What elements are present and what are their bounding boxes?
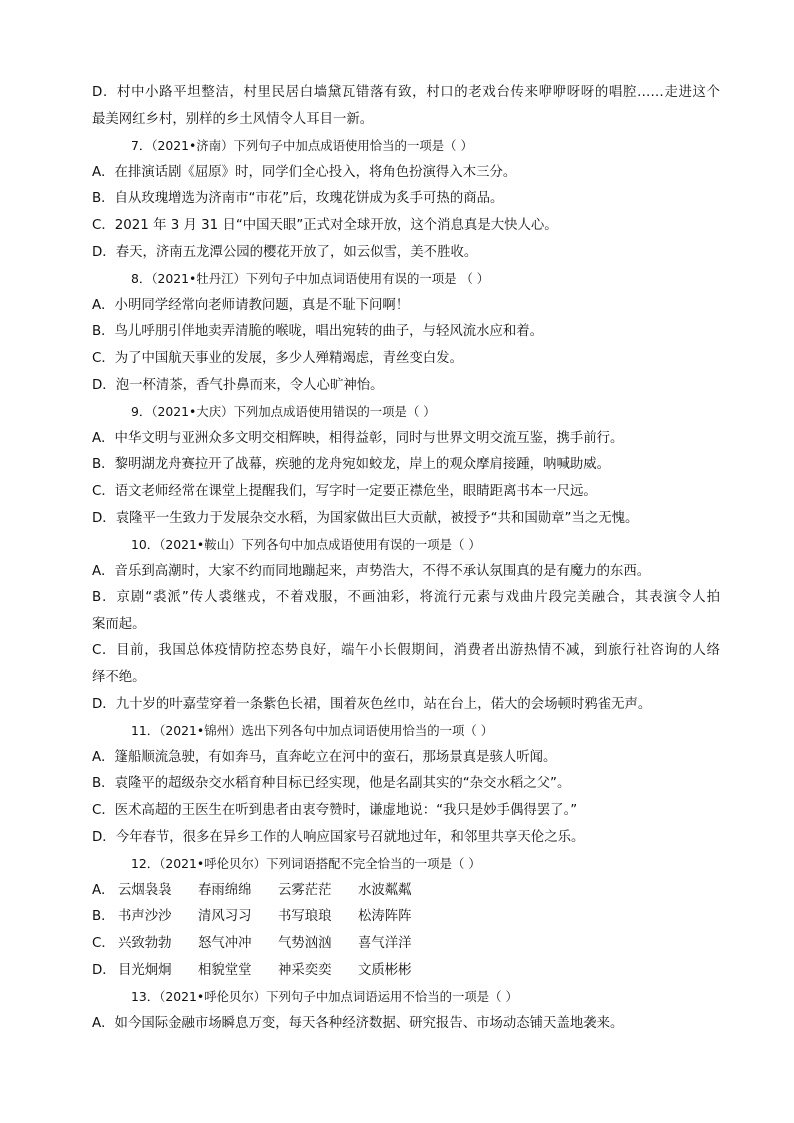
word-item: 书写琅琅 [278,909,332,925]
word-option-row [92,904,720,931]
word-item: 怒气冲冲 [198,936,252,951]
answer-option: C．语文老师经常在课堂上提醒我们，写字时一定要正襟危坐，眼睛距离书本一尺远。 [92,483,597,499]
answer-option: A．中华文明与亚洲众多文明交相辉映，相得益彰，同时与世界文明交流互鉴，携手前行。 [92,430,624,446]
answer-option: B．自从玫瑰增选为济南市“市花”后，玫瑰花饼成为炙手可热的商品。 [92,191,504,207]
answer-option: A．如今国际金融市场瞬息万变，每天各种经济数据、研究报告、市场动态铺天盖地袭来。 [92,1015,624,1031]
question-title: 7．（2021•济南）下列句子中加点成语使用恰当的一项是（ ） [131,138,473,154]
word-item: 兴致勃勃 [118,936,172,951]
answer-option: C．目前，我国总体疫情防控态势良好，端午小长假期间，消费者出游热情不减，到旅行社咨询的人络 [92,643,720,659]
option-continuation: 最美网红乡村，别样的乡土风情令人耳目一新。 [92,111,374,127]
question-title: 9．（2021•大庆）下列加点成语使用错误的一项是（ ） [131,404,436,420]
answer-option: B．黎明湖龙舟赛拉开了战幕，疾驰的龙舟宛如蛟龙，岸上的观众摩肩接踵，呐喊助威。 [92,457,611,473]
word-item: 松涛阵阵 [358,909,412,925]
question-title: 13．（2021•呼伦贝尔）下列句子中加点词语运用不恰当的一项是（ ） [131,989,518,1005]
option-label: A． [92,882,115,898]
word-item: 文质彬彬 [358,962,412,978]
answer-option: B．京剧“裘派”传人裘继戎，不着戏服，不画油彩，将流行元素与戏曲片段完美融合，其表演令人拍 [92,590,720,606]
answer-option: B．袁隆平的超级杂交水稻育种目标已经实现，他是名副其实的“杂交水稻之父”。 [92,776,571,792]
word-item: 喜气洋洋 [358,936,412,951]
answer-option: D．今年春节，很多在异乡工作的人响应国家号召就地过年，和邻里共享天伦之乐。 [92,829,585,845]
answer-option: B．鸟儿呼朋引伴地卖弄清脆的喉咙，唱出宛转的曲子，与轻风流水应和着。 [92,324,544,340]
option-continuation: 绎不绝。 [92,670,146,686]
word-item: 神采奕奕 [278,962,332,978]
answer-option: A．音乐到高潮时，大家不约而同地蹦起来，声势浩大，不得不承认氛围真的是有魔力的东西。 [92,563,651,579]
answer-option: D．九十岁的叶嘉莹穿着一条紫色长裙，围着灰色丝巾，站在台上，偌大的会场顿时鸦雀无声。 [92,696,652,712]
word-item: 云雾茫茫 [278,882,332,898]
answer-option: A．在排演话剧《屈原》时，同学们全心投入，将角色扮演得入木三分。 [92,164,517,180]
word-item: 书声沙沙 [118,909,172,925]
question-title: 8．（2021•牡丹江）下列句子中加点词语使用有误的一项是 （ ） [131,271,490,287]
word-item: 春雨绵绵 [198,882,252,898]
answer-option: C．为了中国航天事业的发展，多少人殚精竭虑，青丝变白发。 [92,350,463,366]
word-option-row [92,931,720,958]
question-title: 12．（2021•呼伦贝尔）下列词语搭配不完全恰当的一项是（ ） [131,856,481,872]
answer-option: D．袁隆平一生致力于发展杂交水稻，为国家做出巨大贡献，被授予“共和国勋章”当之无愧。 [92,510,639,526]
option-continuation: 案而起。 [92,616,146,632]
word-option-row [92,958,720,985]
word-item: 目光炯炯 [118,962,172,978]
option-label: C． [92,936,115,951]
answer-option: C．2021 年 3 月 31 日“中国天眼”正式对全球开放，这个消息真是大快人心。 [92,217,558,233]
word-item: 水波粼粼 [358,882,412,898]
answer-option: A．篷船顺流急驶，有如奔马，直奔屹立在河中的蛮石，那场景真是骇人听闻。 [92,749,557,765]
word-item: 气势汹汹 [278,936,332,951]
option-label: B． [92,909,115,925]
question-title: 11．（2021•锦州）选出下列各句中加点词语使用恰当的一项（ ） [131,723,494,739]
word-item: 相貌堂堂 [198,962,252,978]
answer-option: C．医术高超的王医生在听到患者由衷夸赞时，谦虚地说：“我只是妙手偶得罢了。” [92,803,578,819]
word-option-row [92,878,720,905]
question-list [92,80,720,1037]
answer-option: D．村中小路平坦整洁，村里民居白墙黛瓦错落有致，村口的老戏台传来咿咿呀呀的唱腔……走进这个 [92,85,720,100]
answer-option: A．小明同学经常向老师请教问题，真是不耻下问啊！ [92,297,410,313]
word-item: 云烟袅袅 [118,882,172,898]
word-item: 清风习习 [198,909,252,925]
question-title: 10．（2021•鞍山）下列各句中加点成语使用有误的一项是（ ） [131,537,481,553]
answer-option: D．春天，济南五龙潭公园的樱花开放了，如云似雪，美不胜收。 [92,244,478,260]
option-label: D． [92,962,116,978]
answer-option: D．泡一杯清茶，香气扑鼻而来，令人心旷神怡。 [92,377,384,393]
